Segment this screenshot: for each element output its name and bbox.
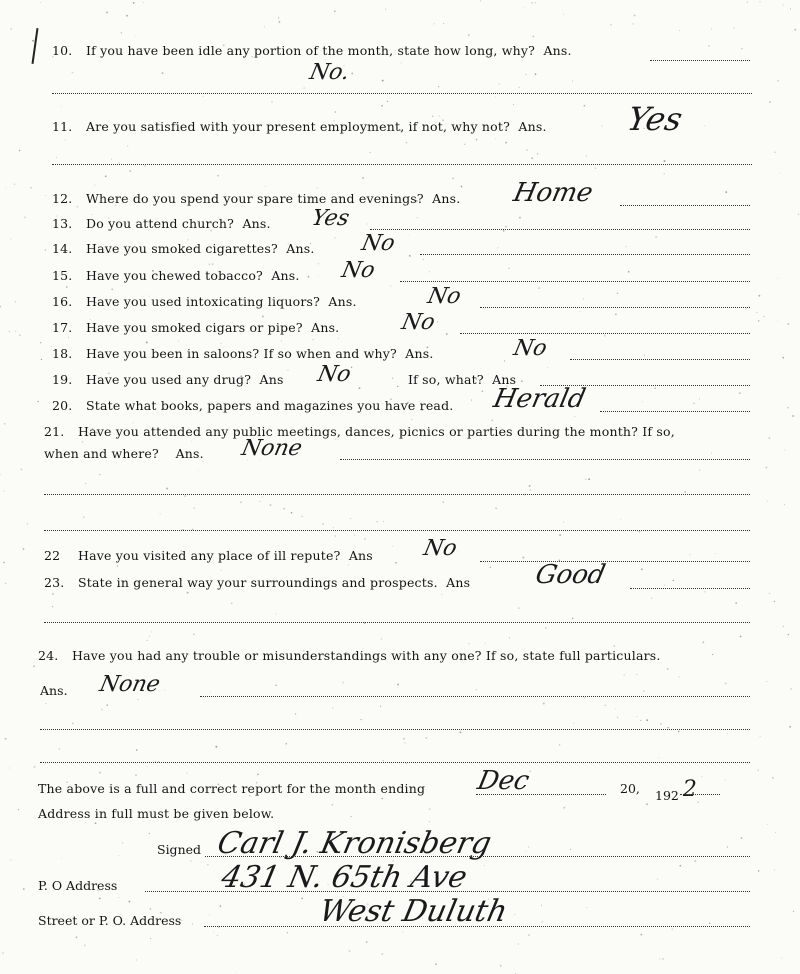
answer-line	[40, 729, 750, 730]
answer-line	[370, 229, 750, 230]
question-21-continued: when and where? Ans.	[44, 446, 204, 461]
street-address-line	[204, 926, 750, 927]
year-digit: 2	[682, 777, 697, 802]
answer-16: No	[425, 284, 464, 309]
answer-21: None	[239, 436, 305, 461]
address-note: Address in full must be given below.	[38, 806, 275, 821]
answer-line	[40, 762, 750, 763]
answer-line	[620, 205, 750, 206]
answer-line	[44, 530, 750, 531]
signature-line	[205, 856, 750, 857]
report-year: 192 2	[655, 777, 697, 803]
question-19: 19. Have you used any drug? Ans	[52, 372, 284, 387]
answer-label: Ans.	[40, 683, 68, 698]
question-13: 13. Do you attend church? Ans.	[52, 216, 271, 231]
answer-line	[600, 411, 750, 412]
answer-22: No	[421, 536, 460, 561]
question-24: 24. Have you had any trouble or misunderstandings with any one? If so, state full particulars.	[38, 648, 661, 663]
answer-18: No	[511, 336, 550, 361]
answer-24: None	[97, 672, 163, 697]
answer-line	[340, 459, 750, 460]
answer-line	[570, 359, 750, 360]
answer-10: No.	[307, 60, 352, 85]
question-12: 12. Where do you spend your spare time and evenings? Ans.	[52, 191, 461, 206]
question-19-followup: If so, what? Ans	[408, 372, 517, 387]
po-address-line	[145, 891, 750, 892]
po-address-value: 431 N. 65th Ave	[218, 860, 471, 895]
report-day: 20,	[620, 781, 640, 796]
signature: Carl J. Kronisberg	[214, 826, 495, 861]
question-16: 16. Have you used intoxicating liquors? Ans.	[52, 294, 357, 309]
answer-line	[44, 494, 750, 495]
answer-line	[400, 281, 750, 282]
answer-20: Herald	[490, 384, 589, 414]
question-22: 22 Have you visited any place of ill repute? Ans	[44, 548, 373, 563]
answer-line	[52, 93, 752, 94]
answer-13: Yes	[309, 206, 352, 231]
question-21: 21. Have you attended any public meetings, dances, picnics or parties during the month? If so,	[44, 424, 675, 439]
question-18: 18. Have you been in saloons? If so when and why? Ans.	[52, 346, 434, 361]
answer-line	[200, 696, 750, 697]
answer-14: No	[359, 231, 398, 256]
answer-19: No	[315, 362, 354, 387]
street-address-value: West Duluth	[316, 894, 511, 929]
answer-12: Home	[510, 178, 596, 208]
answer-line	[460, 333, 750, 334]
question-15: 15. Have you chewed tobacco? Ans.	[52, 268, 300, 283]
signed-label: Signed	[157, 842, 202, 857]
answer-15: No	[339, 258, 378, 283]
answer-line	[480, 307, 750, 308]
answer-17: No	[399, 310, 438, 335]
answer-11: Yes	[623, 100, 686, 138]
question-14: 14. Have you smoked cigarettes? Ans.	[52, 241, 315, 256]
answer-line	[680, 794, 720, 795]
question-23: 23. State in general way your surroundings and prospects. Ans	[44, 575, 471, 590]
question-17: 17. Have you smoked cigars or pipe? Ans.	[52, 320, 340, 335]
answer-line	[630, 588, 750, 589]
question-20: 20. State what books, papers and magazines you have read.	[52, 398, 454, 413]
question-11: 11. Are you satisfied with your present employment, if not, why not? Ans.	[52, 119, 547, 134]
question-10: 10. If you have been idle any portion of the month, state how long, why? Ans.	[52, 43, 572, 58]
report-statement: The above is a full and correct report for the month ending	[38, 781, 426, 796]
month-ending: Dec	[474, 766, 532, 796]
po-address-label: P. O Address	[38, 878, 118, 893]
answer-line	[650, 60, 750, 61]
answer-line	[480, 561, 750, 562]
answer-line	[52, 164, 752, 165]
answer-line	[476, 794, 606, 795]
answer-line	[420, 254, 750, 255]
street-address-label: Street or P. O. Address	[38, 913, 182, 928]
answer-23: Good	[532, 560, 608, 590]
answer-line	[44, 622, 750, 623]
